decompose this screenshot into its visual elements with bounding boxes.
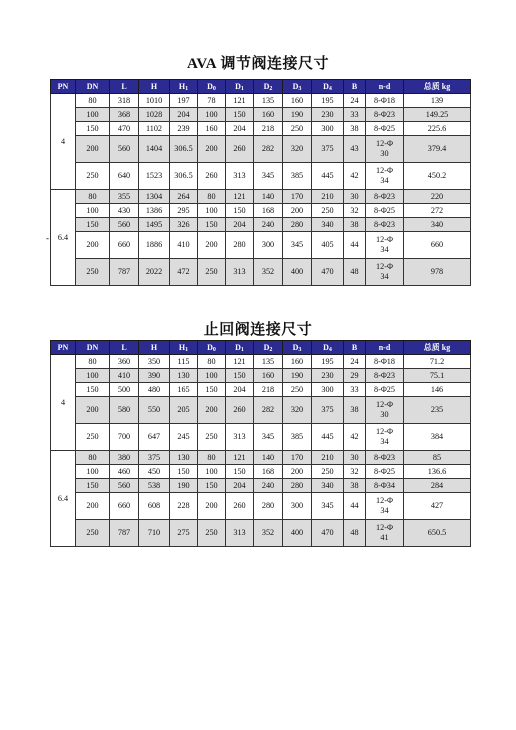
weight-cell: 235 [404, 397, 471, 424]
table-row [51, 369, 471, 383]
table-cell: 313 [226, 424, 254, 451]
table-cell: 228 [170, 493, 198, 520]
table-cell: 410 [170, 232, 198, 259]
table-cell: 204 [226, 122, 254, 136]
column-header: $D_4$ [312, 80, 344, 94]
table-row [51, 108, 471, 122]
table-cell: 560 [110, 479, 139, 493]
table-cell: 204 [226, 218, 254, 232]
table-cell: 280 [283, 218, 312, 232]
table-cell: 43 [344, 136, 366, 163]
bolt-spec-cell: 8-Φ25 [366, 465, 404, 479]
table-cell: 38 [344, 397, 366, 424]
table-cell: 1523 [139, 163, 170, 190]
column-header: PN [51, 341, 76, 355]
table-cell: 580 [110, 397, 139, 424]
table-cell: 470 [110, 122, 139, 136]
table-cell: 121 [226, 190, 254, 204]
table-cell: 100 [76, 204, 110, 218]
table-cell: 320 [283, 136, 312, 163]
table-cell: 200 [283, 204, 312, 218]
column-header: H [139, 341, 170, 355]
table-cell: 100 [76, 369, 110, 383]
table1-title: AVA 调节阀连接尺寸 [186, 56, 330, 72]
table-cell: 300 [312, 383, 344, 397]
table-cell: 168 [254, 204, 283, 218]
table-cell: 200 [198, 136, 226, 163]
bolt-spec-cell: 8-Φ18 [366, 94, 404, 108]
table-cell: 710 [139, 520, 170, 547]
table-cell: 300 [254, 232, 283, 259]
table-cell: 115 [170, 355, 198, 369]
column-header: $D_3$ [283, 341, 312, 355]
table-cell: 250 [312, 204, 344, 218]
table-cell: 204 [170, 108, 198, 122]
weight-cell: 136.6 [404, 465, 471, 479]
weight-cell: 978 [404, 259, 471, 286]
table-cell: 460 [110, 465, 139, 479]
table-cell: 135 [254, 94, 283, 108]
table-row [51, 136, 471, 163]
table-cell: 150 [226, 369, 254, 383]
table-cell: 150 [198, 479, 226, 493]
table-cell: 150 [226, 204, 254, 218]
table-cell: 42 [344, 163, 366, 190]
table-cell: 647 [139, 424, 170, 451]
table-cell: 380 [110, 451, 139, 465]
table-cell: 1386 [139, 204, 170, 218]
table-cell: 32 [344, 204, 366, 218]
table-cell: 400 [283, 259, 312, 286]
table-cell: 385 [283, 163, 312, 190]
table-cell: 32 [344, 465, 366, 479]
bolt-spec-cell: 12-Φ 34 [366, 232, 404, 259]
table-cell: 140 [254, 190, 283, 204]
bolt-spec-cell: 8-Φ25 [366, 383, 404, 397]
table-cell: 260 [198, 163, 226, 190]
table-cell: 320 [283, 397, 312, 424]
column-header: $D_1$ [226, 80, 254, 94]
table-cell: 405 [312, 232, 344, 259]
header-row [51, 80, 471, 94]
table-row [51, 479, 471, 493]
table-cell: 445 [312, 163, 344, 190]
table-cell: 121 [226, 451, 254, 465]
column-header: 总质 kg [404, 341, 471, 355]
weight-cell: 85 [404, 451, 471, 465]
table-cell: 700 [110, 424, 139, 451]
table-cell: 340 [312, 479, 344, 493]
column-header: DN [76, 341, 110, 355]
table-cell: 205 [170, 397, 198, 424]
table-cell: 100 [76, 108, 110, 122]
table-cell: 313 [226, 259, 254, 286]
table-cell: 200 [198, 232, 226, 259]
column-header: n-d [366, 80, 404, 94]
table-cell: 239 [170, 122, 198, 136]
table-cell: 250 [76, 259, 110, 286]
table-cell: 250 [283, 383, 312, 397]
table-cell: 1404 [139, 136, 170, 163]
table-cell: 197 [170, 94, 198, 108]
table-cell: 375 [312, 397, 344, 424]
table-cell: 318 [110, 94, 139, 108]
table-cell: 340 [312, 218, 344, 232]
table-cell: 250 [76, 424, 110, 451]
table-cell: 300 [312, 122, 344, 136]
table-cell: 160 [254, 108, 283, 122]
bolt-spec-cell: 12-Φ 34 [366, 163, 404, 190]
bolt-spec-cell: 8-Φ23 [366, 190, 404, 204]
column-header: $D_2$ [254, 341, 283, 355]
table-cell: 80 [198, 451, 226, 465]
table-cell: 1304 [139, 190, 170, 204]
table-cell: 150 [198, 383, 226, 397]
table-cell: 260 [226, 493, 254, 520]
weight-cell: 220 [404, 190, 471, 204]
table-cell: 250 [76, 520, 110, 547]
bolt-spec-cell: 8-Φ25 [366, 122, 404, 136]
table-cell: 165 [170, 383, 198, 397]
table-cell: 275 [170, 520, 198, 547]
bolt-spec-cell: 12-Φ 30 [366, 136, 404, 163]
table-cell: 300 [283, 493, 312, 520]
bolt-spec-cell: 12-Φ 34 [366, 493, 404, 520]
pn-cell: 6.4 [51, 190, 76, 286]
table-row [51, 94, 471, 108]
table-cell: 140 [254, 451, 283, 465]
table-cell: 48 [344, 259, 366, 286]
table-cell: 260 [226, 397, 254, 424]
table-cell: 200 [198, 493, 226, 520]
table-cell: 538 [139, 479, 170, 493]
table-cell: 218 [254, 383, 283, 397]
table-cell: 250 [198, 520, 226, 547]
table-cell: 33 [344, 108, 366, 122]
table-cell: 150 [76, 383, 110, 397]
column-header: DN [76, 80, 110, 94]
table-cell: 29 [344, 369, 366, 383]
column-header: n-d [366, 341, 404, 355]
column-header: $D_3$ [283, 80, 312, 94]
table-cell: 100 [198, 369, 226, 383]
table-cell: 190 [283, 369, 312, 383]
table-row [51, 493, 471, 520]
ava-valve-dimension-table [50, 79, 471, 286]
table-cell: 282 [254, 136, 283, 163]
table-cell: 121 [226, 355, 254, 369]
table-cell: 218 [254, 122, 283, 136]
bolt-spec-cell: 8-Φ34 [366, 479, 404, 493]
weight-cell: 660 [404, 232, 471, 259]
column-header: L [110, 80, 139, 94]
table-cell: 326 [170, 218, 198, 232]
table-cell: 787 [110, 259, 139, 286]
table-cell: 80 [198, 355, 226, 369]
column-header: B [344, 80, 366, 94]
table-cell: 30 [344, 190, 366, 204]
table-row [51, 190, 471, 204]
weight-cell: 427 [404, 493, 471, 520]
table-row [51, 355, 471, 369]
table-cell: 38 [344, 122, 366, 136]
table-cell: 345 [254, 424, 283, 451]
table-cell: 150 [226, 108, 254, 122]
check-valve-dimension-table [50, 340, 471, 547]
table-cell: 24 [344, 94, 366, 108]
table-cell: 130 [170, 369, 198, 383]
column-header: B [344, 341, 366, 355]
table-row [51, 204, 471, 218]
table-cell: 80 [76, 355, 110, 369]
table-cell: 48 [344, 520, 366, 547]
table-cell: 250 [198, 259, 226, 286]
table-cell: 200 [76, 136, 110, 163]
table-cell: 168 [254, 465, 283, 479]
table-cell: 204 [226, 479, 254, 493]
weight-cell: 650.5 [404, 520, 471, 547]
table-cell: 250 [198, 424, 226, 451]
table-cell: 150 [198, 218, 226, 232]
weight-cell: 149.25 [404, 108, 471, 122]
table-row [51, 397, 471, 424]
table-cell: 1028 [139, 108, 170, 122]
table-cell: 200 [198, 397, 226, 424]
table-cell: 1102 [139, 122, 170, 136]
bolt-spec-cell: 12-Φ 34 [366, 424, 404, 451]
column-header: L [110, 341, 139, 355]
table-cell: 150 [76, 479, 110, 493]
table-cell: 450 [139, 465, 170, 479]
table-cell: 787 [110, 520, 139, 547]
table-cell: 200 [283, 465, 312, 479]
table-cell: 345 [254, 163, 283, 190]
column-header: $D_4$ [312, 341, 344, 355]
table-cell: 660 [110, 232, 139, 259]
column-header: $D_0$ [198, 80, 226, 94]
table-row [51, 451, 471, 465]
weight-cell: 340 [404, 218, 471, 232]
table-cell: 470 [312, 259, 344, 286]
table-cell: 260 [226, 136, 254, 163]
table-cell: 210 [312, 190, 344, 204]
column-header: $D_1$ [226, 341, 254, 355]
table-cell: 560 [110, 218, 139, 232]
table-cell: 160 [283, 355, 312, 369]
table-cell: 2022 [139, 259, 170, 286]
table-cell: 250 [312, 465, 344, 479]
table-cell: 160 [198, 122, 226, 136]
bolt-spec-cell: 8-Φ25 [366, 204, 404, 218]
table-cell: 352 [254, 259, 283, 286]
bolt-spec-cell: 8-Φ18 [366, 355, 404, 369]
table-cell: 375 [139, 451, 170, 465]
table-row [51, 218, 471, 232]
table-cell: 345 [283, 232, 312, 259]
table-cell: 24 [344, 355, 366, 369]
pn-cell: 6.4 [51, 451, 76, 547]
table-cell: 150 [226, 465, 254, 479]
table-cell: 80 [76, 94, 110, 108]
table-cell: 640 [110, 163, 139, 190]
weight-cell: 146 [404, 383, 471, 397]
table-cell: 472 [170, 259, 198, 286]
table-cell: 345 [312, 493, 344, 520]
weight-cell: 139 [404, 94, 471, 108]
table-cell: 80 [76, 451, 110, 465]
table-cell: 204 [226, 383, 254, 397]
table-cell: 170 [283, 451, 312, 465]
table-cell: 445 [312, 424, 344, 451]
table-cell: 195 [312, 355, 344, 369]
table-cell: 264 [170, 190, 198, 204]
table-cell: 240 [254, 218, 283, 232]
table-cell: 313 [226, 520, 254, 547]
table-cell: 280 [283, 479, 312, 493]
table-cell: 160 [283, 94, 312, 108]
table-cell: 660 [110, 493, 139, 520]
margin-mark: - [46, 233, 49, 243]
weight-cell: 225.6 [404, 122, 471, 136]
table-cell: 200 [76, 232, 110, 259]
weight-cell: 450.2 [404, 163, 471, 190]
table-cell: 210 [312, 451, 344, 465]
table-row [51, 259, 471, 286]
table-cell: 550 [139, 397, 170, 424]
table-cell: 121 [226, 94, 254, 108]
column-header: $D_0$ [198, 341, 226, 355]
table-cell: 135 [254, 355, 283, 369]
table-cell: 410 [110, 369, 139, 383]
table-cell: 375 [312, 136, 344, 163]
table-cell: 200 [76, 493, 110, 520]
table-cell: 360 [110, 355, 139, 369]
table-cell: 560 [110, 136, 139, 163]
table-cell: 355 [110, 190, 139, 204]
table-cell: 150 [76, 218, 110, 232]
table-cell: 1495 [139, 218, 170, 232]
table-cell: 38 [344, 218, 366, 232]
table-cell: 190 [170, 479, 198, 493]
table-row [51, 232, 471, 259]
bolt-spec-cell: 8-Φ23 [366, 369, 404, 383]
bolt-spec-cell: 12-Φ 41 [366, 520, 404, 547]
table-cell: 190 [283, 108, 312, 122]
column-header: $H_1$ [170, 80, 198, 94]
pn-cell: 4 [51, 355, 76, 451]
table-cell: 240 [254, 479, 283, 493]
table-cell: 306.5 [170, 163, 198, 190]
weight-cell: 379.4 [404, 136, 471, 163]
table-row [51, 520, 471, 547]
table-cell: 150 [76, 122, 110, 136]
table-row [51, 163, 471, 190]
table-row [51, 383, 471, 397]
table-cell: 352 [254, 520, 283, 547]
bolt-spec-cell: 8-Φ23 [366, 108, 404, 122]
table-cell: 160 [254, 369, 283, 383]
table-cell: 80 [198, 190, 226, 204]
table-row [51, 465, 471, 479]
table-cell: 30 [344, 451, 366, 465]
column-header: H [139, 80, 170, 94]
table-row [51, 424, 471, 451]
table-cell: 280 [226, 232, 254, 259]
table-cell: 385 [283, 424, 312, 451]
pn-cell: 4 [51, 94, 76, 190]
table-cell: 230 [312, 108, 344, 122]
table-cell: 230 [312, 369, 344, 383]
table-cell: 250 [283, 122, 312, 136]
table-cell: 80 [76, 190, 110, 204]
table-cell: 195 [312, 94, 344, 108]
table-cell: 100 [76, 465, 110, 479]
table-cell: 306.5 [170, 136, 198, 163]
table-cell: 430 [110, 204, 139, 218]
table-cell: 480 [139, 383, 170, 397]
column-header: PN [51, 80, 76, 94]
table-cell: 280 [254, 493, 283, 520]
header-row [51, 341, 471, 355]
table-cell: 150 [170, 465, 198, 479]
table-cell: 200 [76, 397, 110, 424]
table-cell: 350 [139, 355, 170, 369]
column-header: $H_1$ [170, 341, 198, 355]
column-header: 总质 kg [404, 80, 471, 94]
bolt-spec-cell: 12-Φ 34 [366, 259, 404, 286]
table-cell: 250 [76, 163, 110, 190]
table-cell: 313 [226, 163, 254, 190]
table-row [51, 122, 471, 136]
bolt-spec-cell: 8-Φ23 [366, 218, 404, 232]
column-header: $D_2$ [254, 80, 283, 94]
table-cell: 470 [312, 520, 344, 547]
table-cell: 400 [283, 520, 312, 547]
bolt-spec-cell: 8-Φ23 [366, 451, 404, 465]
weight-cell: 272 [404, 204, 471, 218]
table-cell: 390 [139, 369, 170, 383]
table-cell: 1886 [139, 232, 170, 259]
table-cell: 42 [344, 424, 366, 451]
table-cell: 44 [344, 493, 366, 520]
weight-cell: 75.1 [404, 369, 471, 383]
bolt-spec-cell: 12-Φ 30 [366, 397, 404, 424]
weight-cell: 384 [404, 424, 471, 451]
table-cell: 170 [283, 190, 312, 204]
table-cell: 130 [170, 451, 198, 465]
table-cell: 100 [198, 204, 226, 218]
table-cell: 1010 [139, 94, 170, 108]
table-cell: 100 [198, 465, 226, 479]
table-cell: 500 [110, 383, 139, 397]
weight-cell: 284 [404, 479, 471, 493]
table-cell: 38 [344, 479, 366, 493]
table-cell: 295 [170, 204, 198, 218]
table-cell: 33 [344, 383, 366, 397]
table-cell: 44 [344, 232, 366, 259]
table-cell: 245 [170, 424, 198, 451]
table2-title: 止回阀连接尺寸 [203, 322, 313, 338]
table-cell: 608 [139, 493, 170, 520]
table-cell: 100 [198, 108, 226, 122]
table-cell: 368 [110, 108, 139, 122]
table-cell: 282 [254, 397, 283, 424]
table-cell: 78 [198, 94, 226, 108]
weight-cell: 71.2 [404, 355, 471, 369]
